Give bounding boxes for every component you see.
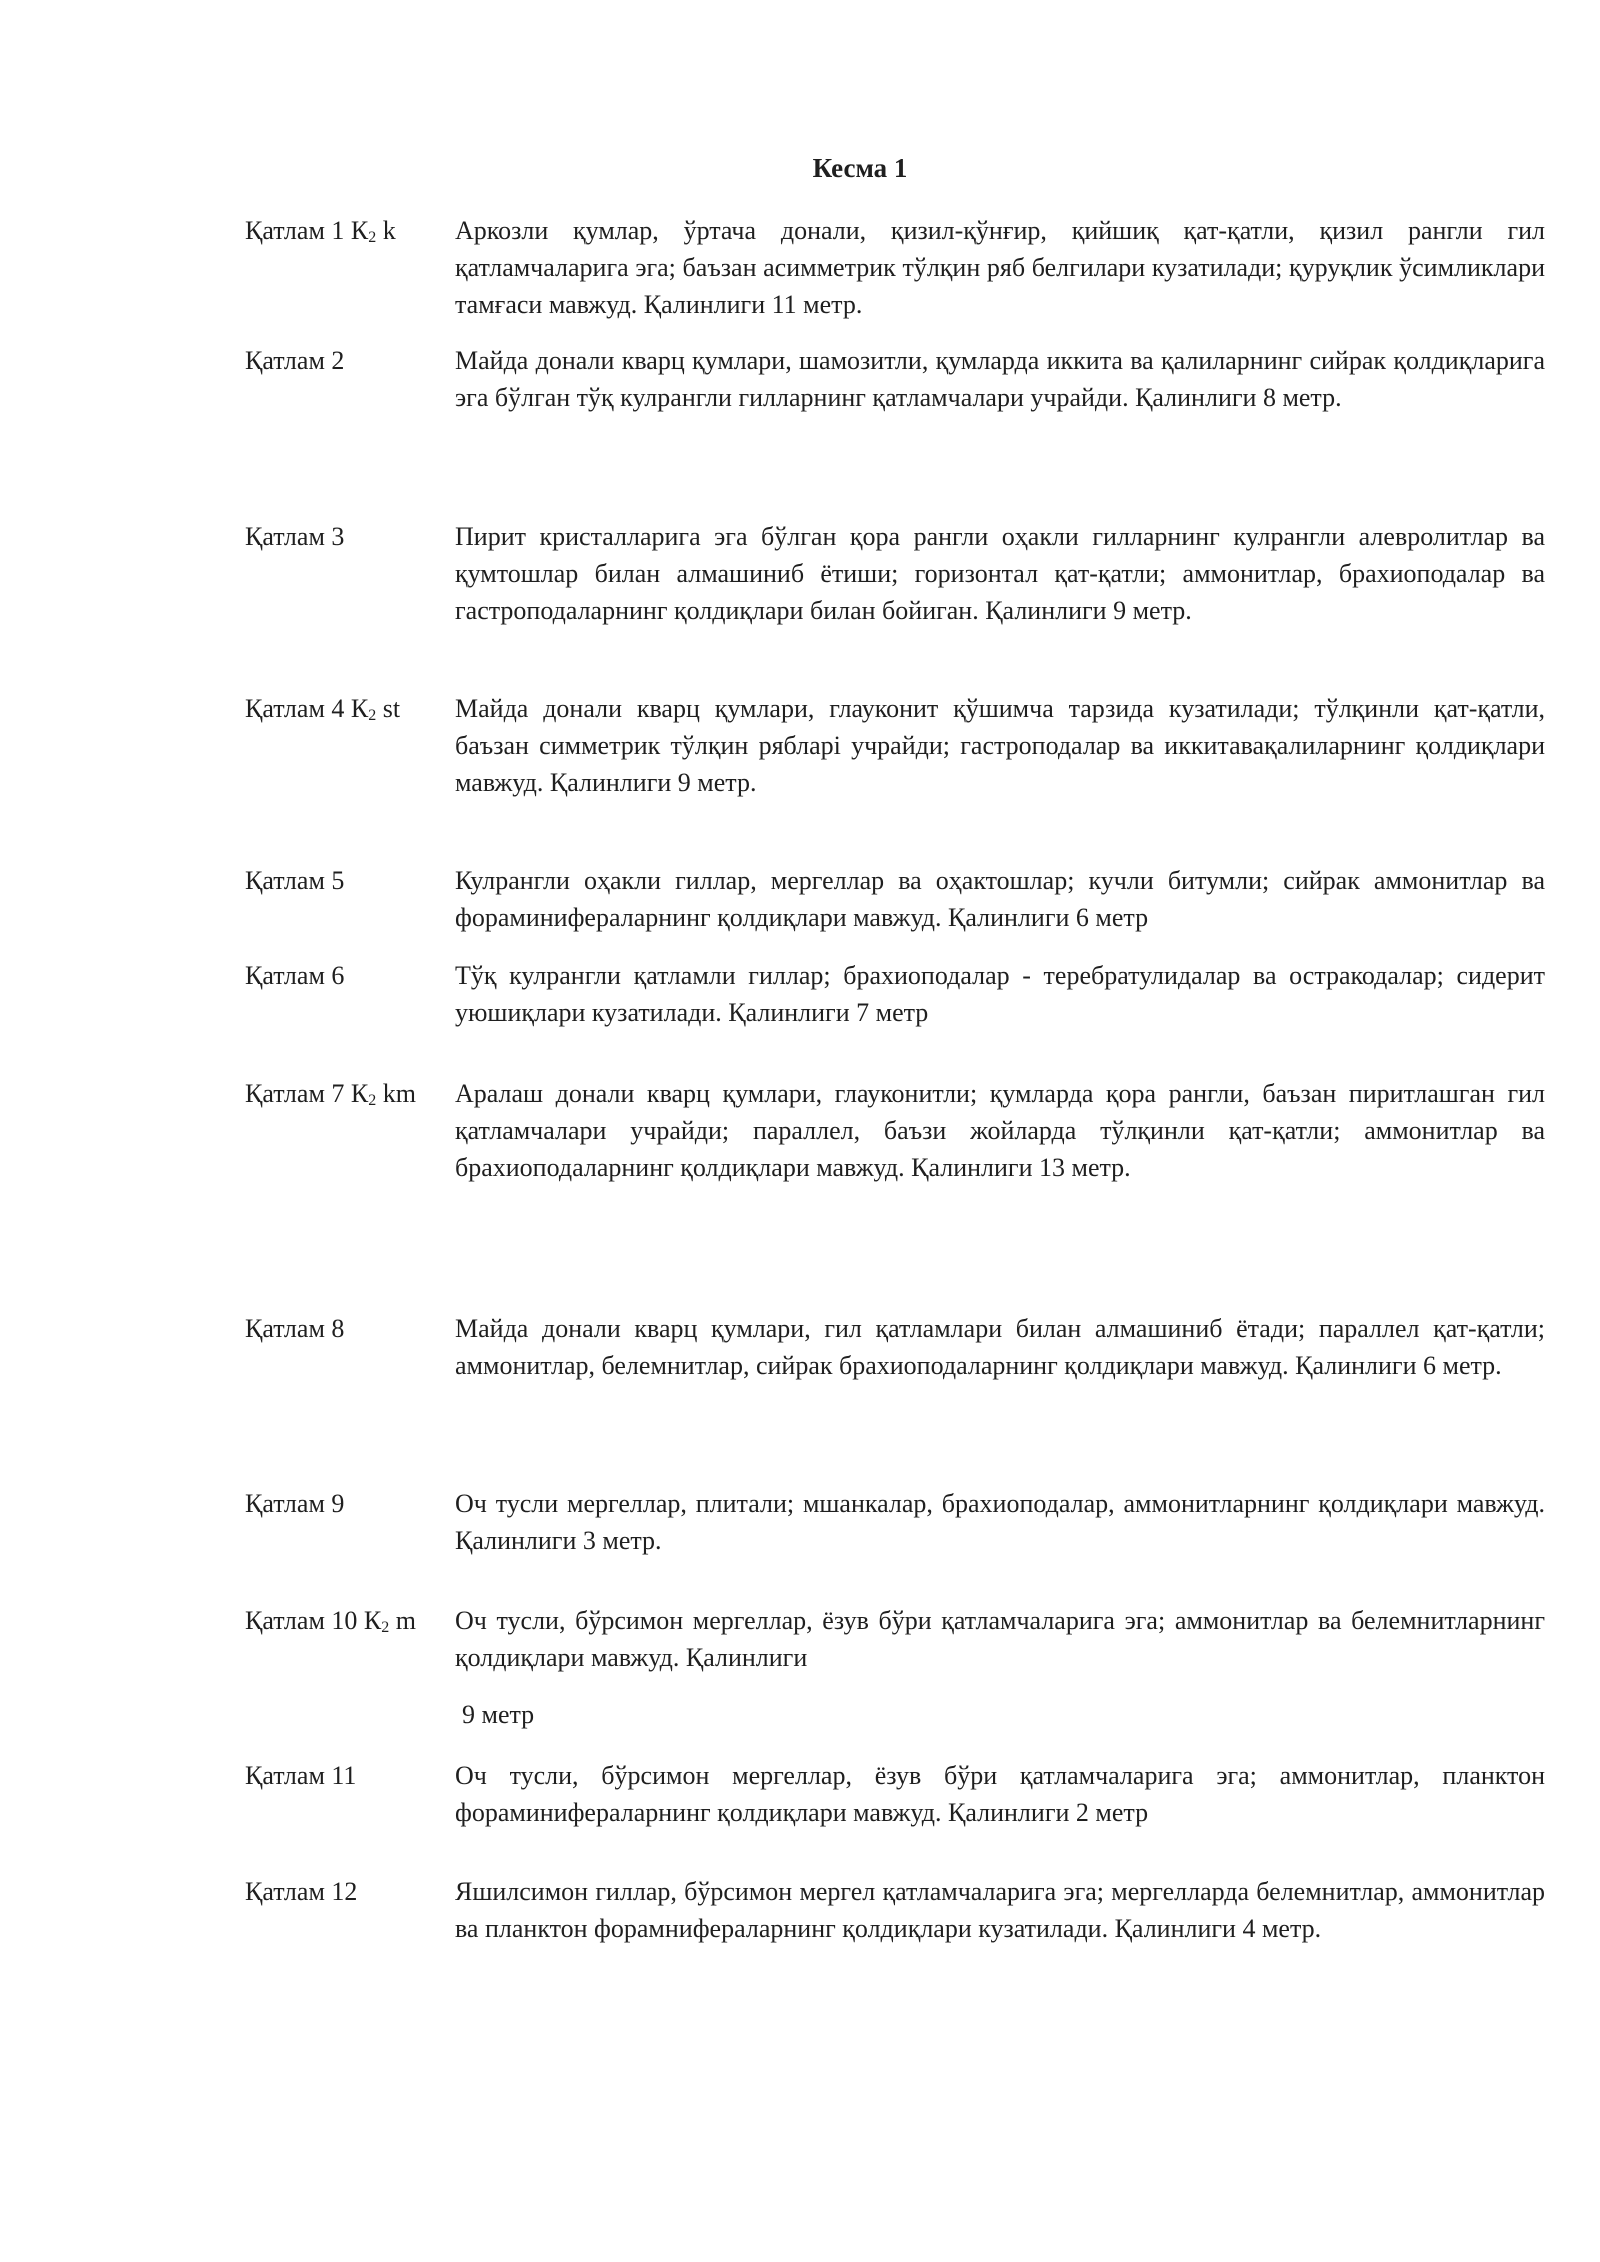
layer-label-2: Қатлам 2 (245, 346, 345, 375)
layer-description-10: Оч тусли, бўрсимон мергеллар, ёзув бўри қатламчаларига эга; аммонитлар ва белемнитларнинг қолдиқлари мавжуд. Қалинлиги (455, 1606, 1545, 1672)
layer-description-12: Яшилсимон гиллар, бўрсимон мергел қатламчаларига эга; мергелларда белемнитлар, аммонитлар ва планктон форамнифераларнинг қолдиқлари кузатилади. Қалинлиги 4 метр. (455, 1877, 1545, 1943)
layer-description-11: Оч тусли, бўрсимон мергеллар, ёзув бўри қатламчаларига эга; аммонитлар, планктон фораминифераларнинг қолдиқлари мавжуд. Қалинлиги 2 метр (455, 1761, 1545, 1827)
layer-description-7: Аралаш донали кварц қумлари, глауконитли; қумларда қора рангли, баъзан пиритлашган гил қатламчалари учрайди; параллел, баъзи жойларда тўлқинли қат-қатли; аммонитлар ва брахиоподаларнинг қолдиқлари мавжуд. Қалинлиги 13 метр. (455, 1079, 1545, 1182)
layer-label-10: Қатлам 10 К2 m (245, 1606, 416, 1636)
layer-label-6: Қатлам 6 (245, 961, 345, 990)
layer-description-8: Майда донали кварц қумлари, гил қатламлари билан алмашиниб ётади; параллел қат-қатли; аммонитлар, белемнитлар, сийрак брахиоподаларнинг қолдиқлари мавжуд. Қалинлиги 6 метр. (455, 1314, 1545, 1380)
layer-description-5: Кулрангли оҳакли гиллар, мергеллар ва оҳактошлар; кучли битумли; сийрак аммонитлар ва фораминифераларнинг қолдиқлари мавжуд. Қалинлиги 6 метр (455, 866, 1545, 932)
layer-label-12: Қатлам 12 (245, 1877, 358, 1906)
layer-description-4: Майда донали кварц қумлари, глауконит қўшимча тарзида кузатилади; тўлқинли қат-қатли, баъзан симметрик тўлқин рябларi учрайди; гастроподалар ва иккитавақалиларнинг қолдиқлари мавжуд. Қалинлиги 9 метр. (455, 694, 1545, 797)
page-title: Кесма 1 (812, 153, 908, 183)
layer-description-3: Пирит кристалларига эга бўлган қора рангли оҳакли гилларнинг кулрангли алевролитлар ва қумтошлар билан алмашиниб ётиши; горизонтал қат-қатли; аммонитлар, брахиоподалар ва гастроподаларнинг қолдиқлари билан бойиган. Қалинлиги 9 метр. (455, 522, 1545, 625)
layer-description-9: Оч тусли мергеллар, плитали; мшанкалар, брахиоподалар, аммонитларнинг қолдиқлари мавжуд. Қалинлиги 3 метр. (455, 1489, 1545, 1555)
layer-label-3: Қатлам 3 (245, 522, 345, 551)
layer-label-1: Қатлам 1 К2 k (245, 216, 396, 246)
layer-label-4: Қатлам 4 К2 st (245, 694, 401, 724)
layer-description-6: Тўқ кулрангли қатламли гиллар; брахиоподалар - теребратулидалар ва остракодалар; сидерит уюшиқлари кузатилади. Қалинлиги 7 метр (455, 961, 1545, 1027)
layer-description-2: Майда донали кварц қумлари, шамозитли, қумларда иккита ва қалиларнинг сийрак қолдиқларига эга бўлган тўқ кулрангли гилларнинг қатламчалари учрайди. Қалинлиги 8 метр. (455, 346, 1545, 412)
layer-label-9: Қатлам 9 (245, 1489, 345, 1518)
layer-label-7: Қатлам 7 К2 km (245, 1079, 416, 1109)
layer-label-5: Қатлам 5 (245, 866, 345, 895)
layer-description-1: Аркозли қумлар, ўртача донали, қизил-қўнғир, қийшиқ қат-қатли, қизил рангли гил қатламчаларига эга; баъзан асимметрик тўлқин ряб белгилари кузатилади; қуруқлик ўсимликлари тамғаси мавжуд. Қалинлиги 11 метр. (455, 216, 1545, 319)
layer-thickness-10: 9 метр (462, 1700, 535, 1729)
layer-label-8: Қатлам 8 (245, 1314, 345, 1343)
layer-label-11: Қатлам 11 (245, 1761, 357, 1790)
